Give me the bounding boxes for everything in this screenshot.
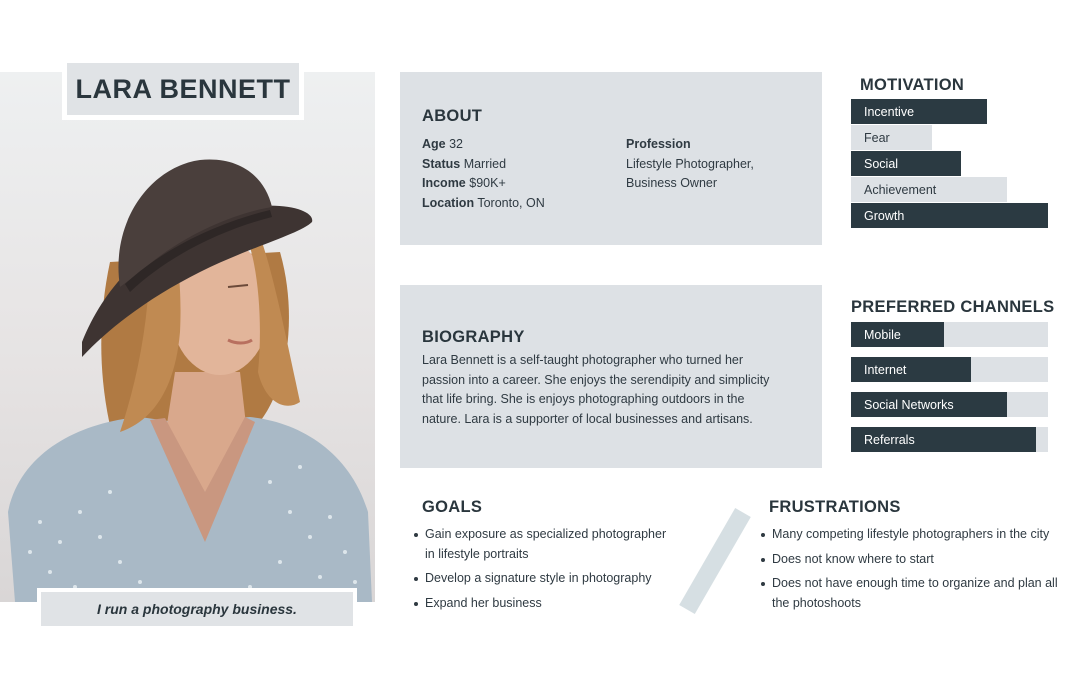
motivation-bar (851, 125, 1048, 150)
motivation-bar (851, 151, 1048, 176)
biography-panel (400, 285, 822, 468)
persona-name-tag (62, 58, 304, 120)
motivation-bar-label: Social (864, 156, 899, 171)
frustrations-title: FRUSTRATIONS (769, 498, 901, 516)
biography-title: BIOGRAPHY (422, 328, 525, 346)
motivation-title: MOTIVATION (860, 76, 965, 94)
list-item-text: Does not have enough time to organize and plan all the photoshoots (772, 576, 1058, 611)
channel-bar (851, 357, 1048, 382)
list-item-text: Expand her business (425, 596, 542, 611)
channel-bar-label: Mobile (864, 327, 901, 342)
list-item-text: Does not know where to start (772, 551, 934, 566)
about-field-income: Income $90K+ (422, 176, 506, 191)
bullet-icon (761, 582, 765, 586)
motivation-bar (851, 177, 1048, 202)
frustrations-list (761, 525, 1061, 619)
decorative-slash (679, 508, 751, 614)
list-item (414, 525, 674, 564)
goals-list (414, 525, 674, 619)
channel-bar-label: Social Networks (864, 397, 954, 412)
bullet-icon (761, 558, 765, 562)
about-field-location: Location Toronto, ON (422, 196, 545, 211)
motivation-bar-label: Incentive (864, 104, 915, 119)
motivation-bar-label: Growth (864, 208, 905, 223)
persona-quote: I run a photography business. (97, 601, 297, 617)
biography-text: Lara Bennett is a self-taught photographer who turned her passion into a career. She enjoys the serendipity and simplicity that life bring. She is enjoys photographing outdoors in the nature. Lara is a supporter of local businesses and artisans. (422, 353, 770, 427)
list-item-text: Develop a signature style in photography (425, 571, 652, 586)
persona-quote-box (37, 588, 357, 630)
list-item-text: Many competing lifestyle photographers in the city (772, 527, 1050, 541)
bullet-icon (414, 602, 418, 606)
motivation-bar-label: Fear (864, 130, 890, 145)
list-item-text: Gain exposure as specialized photographer in lifestyle portraits (425, 527, 667, 561)
channel-bar (851, 427, 1048, 452)
persona-photo (0, 72, 375, 602)
bullet-icon (761, 533, 765, 537)
list-item (761, 550, 1061, 570)
channel-bar-label: Referrals (864, 432, 915, 447)
channel-bars (851, 322, 1048, 462)
about-field-age: Age 32 (422, 137, 464, 151)
motivation-bar-label: Achievement (864, 182, 937, 197)
motivation-bars (851, 99, 1048, 229)
channel-bar-label: Internet (864, 362, 907, 377)
goals-title: GOALS (422, 498, 483, 516)
channels-title: PREFERRED CHANNELS (851, 298, 1055, 316)
list-item (414, 569, 674, 589)
bullet-icon (414, 533, 418, 537)
about-field-status: Status Married (422, 156, 507, 171)
bullet-icon (414, 577, 418, 581)
about-title: ABOUT (422, 107, 483, 125)
list-item (761, 525, 1061, 545)
about-fields (422, 135, 545, 214)
list-item (761, 574, 1061, 613)
motivation-bar (851, 203, 1048, 228)
about-profession (626, 135, 754, 194)
about-panel (400, 72, 822, 245)
persona-name: LARA BENNETT (75, 73, 291, 104)
profession-line: Lifestyle Photographer, (626, 156, 754, 171)
profession-line: Business Owner (626, 176, 718, 191)
profession-label: Profession (626, 137, 691, 151)
channel-bar (851, 322, 1048, 347)
list-item (414, 594, 674, 614)
portrait-illustration (0, 72, 375, 602)
channel-bar (851, 392, 1048, 417)
motivation-bar (851, 99, 1048, 124)
